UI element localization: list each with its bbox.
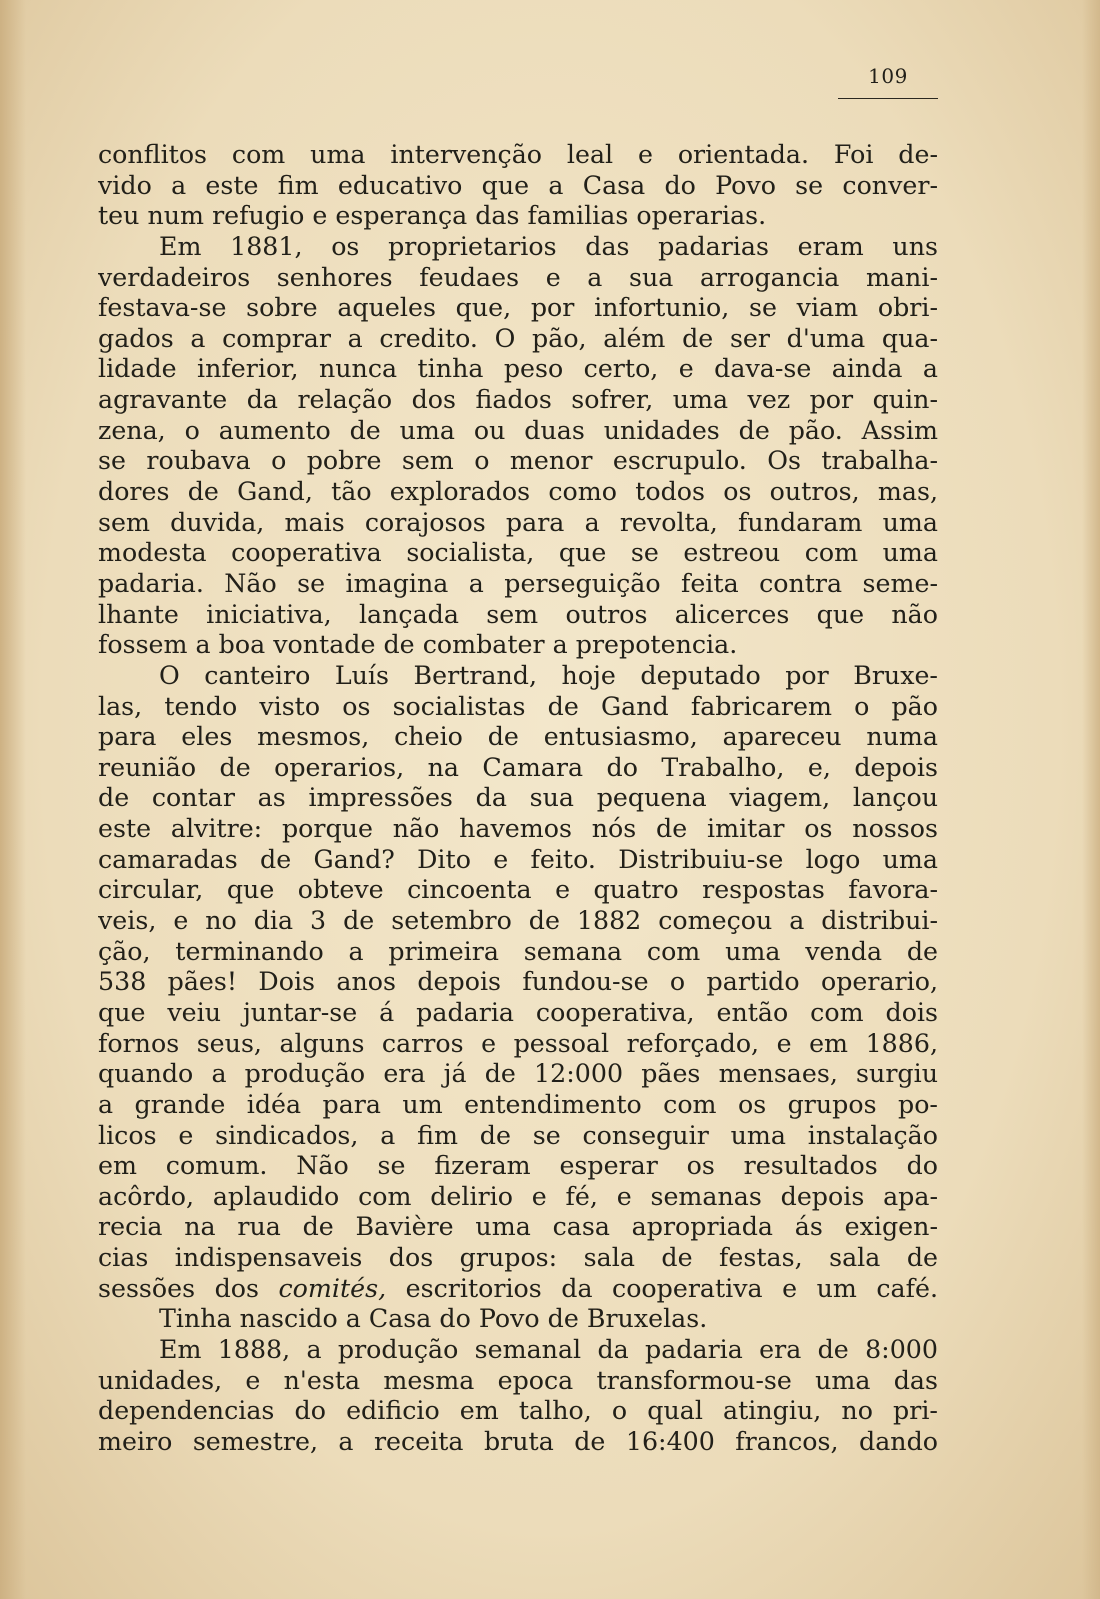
text-line: para eles mesmos, cheio de entusiasmo, apareceu numa — [98, 722, 938, 752]
text-line: se roubava o pobre sem o menor escrupulo. Os trabalha- — [98, 446, 938, 476]
text-line: zena, o aumento de uma ou duas unidades de pão. Assim — [98, 415, 938, 445]
text-line: festava-se sobre aqueles que, por infortunio, se viam obri- — [98, 293, 938, 323]
text-segment: escritorios da cooperativa e um café. — [386, 1273, 938, 1303]
text-line: camaradas de Gand? Dito e feito. Distribuiu-se logo uma — [98, 844, 938, 874]
text-line: em comum. Não se fizeram esperar os resultados do — [98, 1151, 938, 1181]
text-line: de contar as impressões da sua pequena viagem, lançou — [98, 783, 938, 813]
text-line: lhante iniciativa, lançada sem outros alicerces que não — [98, 599, 938, 629]
text-line: Em 1888, a produção semanal da padaria era de 8:000 — [159, 1334, 938, 1364]
text-line: dores de Gand, tão explorados como todos os outros, mas, — [98, 477, 938, 507]
text-line: 538 pães! Dois anos depois fundou-se o partido operario, — [98, 967, 938, 997]
text-line: O canteiro Luís Bertrand, hoje deputado por Bruxe- — [159, 660, 938, 690]
page-edge-right — [1082, 0, 1100, 1599]
text-line: ção, terminando a primeira semana com uma venda de — [98, 936, 938, 966]
text-line: circular, que obteve cincoenta e quatro respostas favora- — [98, 875, 938, 905]
page-number: 109 — [868, 64, 908, 88]
text-line: reunião de operarios, na Camara do Trabalho, e, depois — [98, 752, 938, 782]
text-line: padaria. Não se imagina a perseguição feita contra seme- — [98, 568, 938, 598]
text-line: fossem a boa vontade de combater a prepotencia. — [98, 630, 738, 660]
header-rule — [838, 98, 938, 99]
text-line: Em 1881, os proprietarios das padarias eram uns — [159, 231, 938, 261]
text-line: las, tendo visto os socialistas de Gand fabricarem o pão — [98, 691, 938, 721]
text-line: fornos seus, alguns carros e pessoal reforçado, e em 1886, — [98, 1028, 938, 1058]
text-line: recia na rua de Bavière uma casa apropriada ás exigen- — [98, 1212, 938, 1242]
text-line: acôrdo, aplaudido com delirio e fé, e semanas depois apa- — [98, 1181, 938, 1211]
page-edge-left — [0, 0, 26, 1599]
italic-word: comités, — [278, 1273, 387, 1303]
text-line: este alvitre: porque não havemos nós de imitar os nossos — [98, 814, 938, 844]
text-line: Tinha nascido a Casa do Povo de Bruxelas. — [159, 1304, 708, 1334]
text-line: vido a este fim educativo que a Casa do Povo se conver- — [98, 170, 938, 200]
text-line: modesta cooperativa socialista, que se estreou com uma — [98, 538, 938, 568]
text-line — [98, 1274, 938, 1305]
body-text — [98, 140, 938, 1458]
text-line: sem duvida, mais corajosos para a revolta, fundaram uma — [98, 507, 938, 537]
text-line: dependencias do edificio em talho, o qual atingiu, no pri- — [98, 1396, 938, 1426]
text-line: gados a comprar a credito. O pão, além de ser d'uma qua- — [98, 323, 938, 353]
text-line: teu num refugio e esperança das familias operarias. — [98, 201, 767, 231]
text-line: quando a produção era já de 12:000 pães mensaes, surgiu — [98, 1059, 938, 1089]
text-line: licos e sindicados, a fim de se conseguir uma instalação — [98, 1120, 938, 1150]
text-line: veis, e no dia 3 de setembro de 1882 começou a distribui- — [98, 906, 938, 936]
text-line: verdadeiros senhores feudaes e a sua arrogancia mani- — [98, 262, 938, 292]
text-segment: sessões dos — [98, 1273, 279, 1303]
text-line: a grande idéa para um entendimento com os grupos po- — [98, 1089, 938, 1119]
text-line: agravante da relação dos fiados sofrer, uma vez por quin- — [98, 385, 938, 415]
text-line: cias indispensaveis dos grupos: sala de festas, sala de — [98, 1243, 938, 1273]
text-line: lidade inferior, nunca tinha peso certo, e dava-se ainda a — [98, 354, 938, 384]
text-line: conflitos com uma intervenção leal e orientada. Foi de- — [98, 140, 938, 169]
text-line: unidades, e n'esta mesma epoca transformou-se uma das — [98, 1365, 938, 1395]
text-line: que veiu juntar-se á padaria cooperativa, então com dois — [98, 997, 938, 1027]
text-line: meiro semestre, a receita bruta de 16:400 francos, dando — [98, 1426, 938, 1456]
